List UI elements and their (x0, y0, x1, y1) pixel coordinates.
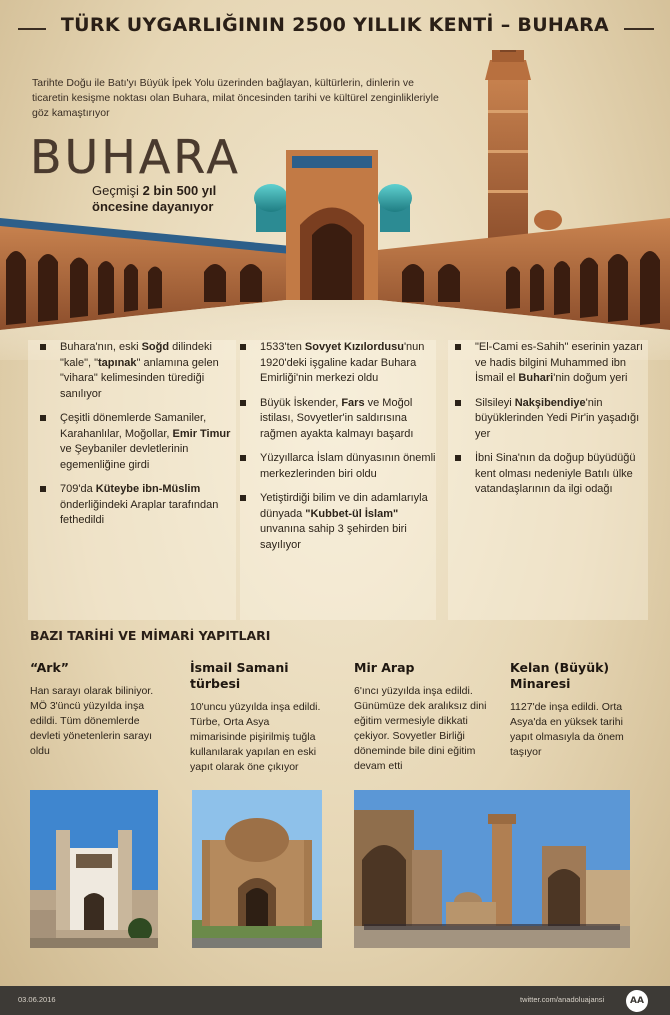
monument-description: 10'uncu yüzyılda inşa edildi. Türbe, Orta Asya mimarisinde pişirilmiş tuğla kullanılarak yapılan en eski yapıt olarak öne çıkıyor (190, 701, 321, 773)
section-title: BAZI TARİHİ VE MİMARİ YAPITLARI (30, 628, 271, 643)
page-title: TÜRK UYGARLIĞININ 2500 YILLIK KENTİ – BUHARA (60, 14, 610, 36)
monument-name: “Ark” (30, 660, 69, 675)
fact-item (455, 340, 651, 387)
fact-item (240, 491, 436, 553)
monument-kelan-minaret (510, 660, 645, 760)
fact-item (455, 396, 651, 443)
bullet-square-icon (240, 344, 246, 350)
fact-text: 'nin doğum yeri (553, 372, 628, 384)
minaret-illustration (485, 50, 531, 252)
history-subheading (92, 183, 292, 215)
monument-name: Kelan (Büyük) Minaresi (510, 660, 610, 691)
central-portal (286, 150, 378, 300)
fact-text: Yüzyıllarca İslam dünyasının önemli merkezlerinden biri oldu (260, 452, 436, 480)
fact-text: Yetiştirdiği bilim ve din adamlarıyla dünyada (260, 492, 428, 520)
bullet-square-icon (40, 344, 46, 350)
fact-bold-text: Buhari (518, 372, 554, 384)
subhead-line2: öncesine dayanıyor (92, 199, 214, 214)
title-rule-left (18, 28, 46, 30)
monument-name: Mir Arap (354, 660, 415, 675)
facts-column-2 (240, 340, 436, 562)
facts-columns (0, 340, 670, 620)
footer-bar (0, 986, 670, 1015)
fact-text: Buhara'nın, eski (60, 341, 142, 353)
poi-kalan-complex-photo (354, 790, 630, 948)
intro-paragraph: Tarihte Doğu ile Batı'yı Büyük İpek Yolu üzerinden bağlayan, kültürlerin, dinlerin ve ticaretin kesişme noktası olan Buhara, milat öncesinden tarihi ve kültürel zenginlikleriyle göz kamaştırıyor (32, 77, 439, 119)
monument-ark (30, 660, 165, 759)
monument-ismail-samani (190, 660, 325, 775)
fact-bold-text: Fars (341, 396, 365, 409)
subhead-prefix: Geçmişi (92, 183, 143, 198)
anadolu-agency-logo: AA (626, 990, 648, 1012)
fact-text: önderliğindeki Araplar tarafından fethedildi (60, 498, 219, 526)
facts-column-1 (40, 340, 236, 538)
fact-text: ve Şeybaniler devletlerinin egemenliğine girdi (60, 443, 189, 471)
bullet-square-icon (455, 455, 461, 461)
bullet-square-icon (40, 415, 46, 421)
fact-bold-text: "Kubbet-ül İslam" (305, 507, 399, 520)
bullet-square-icon (455, 400, 461, 406)
footer-date: 03.06.2016 (18, 995, 56, 1004)
fact-bold-text: Soğd (141, 341, 170, 353)
bullet-square-icon (240, 400, 246, 406)
monument-name: İsmail Samani türbesi (190, 660, 289, 691)
fact-item (240, 451, 436, 482)
bullet-square-icon (455, 344, 461, 350)
fact-item (455, 451, 651, 498)
city-name: BUHARA (30, 130, 241, 184)
fact-text: İbni Sina'nın da doğup büyüdüğü kent olması nedeniyle Batılı ülke vatandaşlarının da ilgi odağı (475, 452, 636, 495)
fact-bold-text: Nakşibendiye (514, 396, 586, 409)
bullet-square-icon (240, 495, 246, 501)
fact-bold-text: Küteybe ibn-Müslim (95, 483, 201, 495)
fact-text: dilindeki "kale", " (60, 341, 212, 369)
samani-mausoleum-photo (192, 790, 322, 948)
ark-photo (30, 790, 158, 948)
fact-item (40, 482, 236, 529)
fact-text: 709'da (60, 483, 96, 495)
facts-column-3 (455, 340, 651, 507)
fact-text: Silsileyi (475, 396, 515, 409)
fact-text: 'nun 1920'deki işgaline kadar Buhara Emirliği'nin merkezi oldu (260, 341, 425, 384)
fact-item (40, 340, 236, 402)
twitter-link[interactable]: twitter.com/anadoluajansi (520, 995, 605, 1004)
fact-text: "El-Cami es-Sahih" eserinin yazarı ve hadis bilgini Muhammed ibn İsmail el (475, 341, 643, 384)
bullet-square-icon (240, 455, 246, 461)
monument-description: 6'ıncı yüzyılda inşa edildi. Günümüze dek aralıksız dini eğitim vermesiyle dikkati çekiyor. Sovyetler Birliği döneminde bile dini eğitim devam etti (354, 685, 487, 772)
title-rule-right (624, 28, 654, 30)
fact-item (240, 396, 436, 443)
monument-description: 1127'de inşa edildi. Orta Asya'da en yüksek tarihi yapıt olmasıyla da önem taşıyor (510, 701, 624, 758)
title-bar (0, 8, 670, 48)
fact-item (40, 411, 236, 473)
fact-item (240, 340, 436, 387)
fact-text: 1533'ten (260, 341, 305, 353)
fact-text: unvanına sahip 3 şehirden biri sayılıyor (260, 523, 407, 551)
fact-text: Çeşitli dönemlerde Samaniler, Karahanlılar, Moğollar, (60, 412, 207, 440)
subhead-bold: 2 bin 500 yıl (142, 183, 217, 198)
fact-bold-text: Emir Timur (172, 427, 231, 440)
fact-text: Büyük İskender, (260, 396, 342, 409)
monument-description: Han sarayı olarak biliniyor. MÖ 3'üncü yüzyılda inşa edildi. Tüm dönemlerde devleti yönetenlerin sarayı oldu (30, 685, 154, 757)
fact-text: ve Moğol istilası, Sovyetler'in saldırısına rağmen ayakta kalmayı başardı (260, 396, 414, 440)
monument-mir-arap (354, 660, 489, 774)
fact-text: 'nin büyüklerinden Yedi Pir'in yaşadığı yer (475, 396, 640, 440)
fact-bold-text: tapınak (98, 356, 137, 369)
bullet-square-icon (40, 486, 46, 492)
fact-text: " anlamına gelen "vihara" kelimesinden türediği sanılıyor (60, 356, 219, 400)
fact-bold-text: Sovyet Kızılordusu (304, 341, 404, 353)
